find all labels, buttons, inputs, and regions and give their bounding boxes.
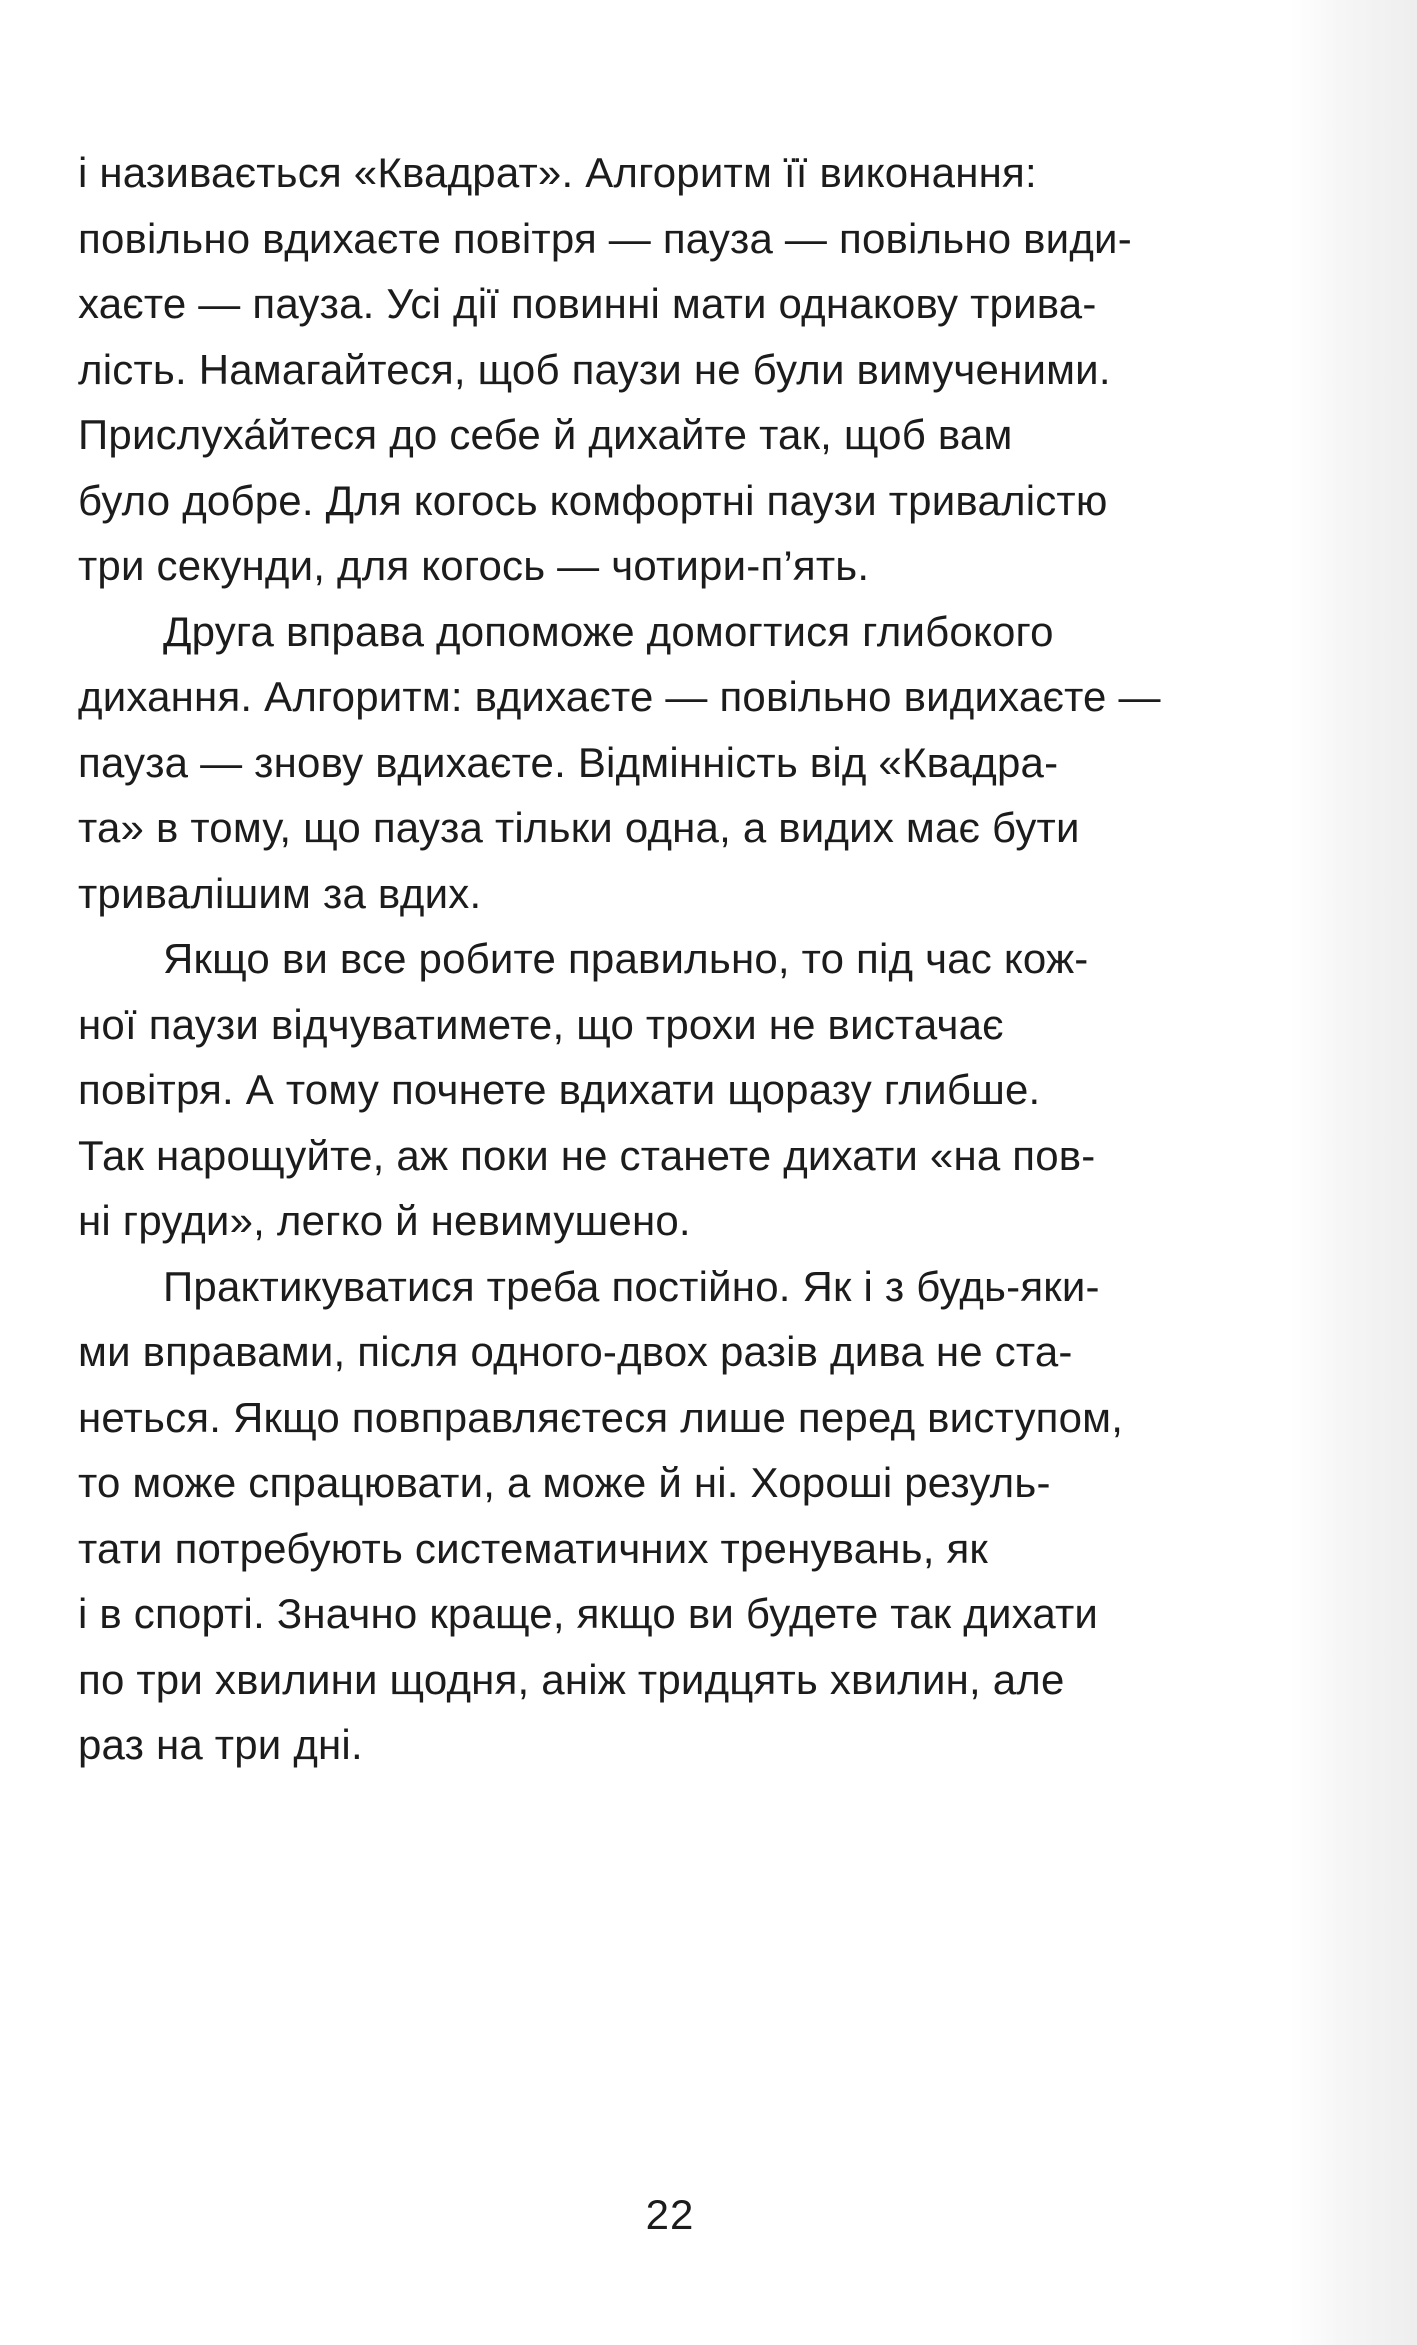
text-line: неться. Якщо повправляєтеся лише перед виступом, — [78, 1393, 1124, 1441]
text-line: хаєте — пауза. Усі дії повинні мати однакову трива- — [78, 280, 1097, 327]
text-line: і в спорті. Значно краще, якщо ви будете так дихати — [78, 1590, 1099, 1637]
text-line: пауза — знову вдихаєте. Відмінність від «Квадра- — [78, 738, 1059, 786]
text-line: ні груди», легко й невимушено. — [78, 1197, 691, 1244]
text-line: Прислуха́йтеся до себе й дихайте так, щоб вам — [78, 411, 1013, 458]
text-line: по три хвилини щодня, аніж тридцять хвилин, але — [78, 1655, 1065, 1703]
text-line: та» в тому, що пауза тільки одна, а видих має бути — [78, 804, 1080, 851]
page-number: 22 — [645, 2191, 695, 2238]
body-text — [78, 140, 1308, 1778]
text-line: дихання. Алгоритм: вдихаєте — повільно видихаєте — — [78, 673, 1161, 720]
text-line: Так нарощуйте, аж поки не станете дихати «на пов- — [78, 1131, 1096, 1179]
text-line: і називається «Квадрат». Алгоритм її виконання: — [78, 149, 1037, 196]
text-line: повітря. А тому почнете вдихати щоразу глибше. — [78, 1066, 1041, 1113]
text-line: ної паузи відчуватимете, що трохи не вистачає — [78, 1000, 1004, 1048]
text-line: раз на три дні. — [78, 1721, 363, 1768]
text-line: Практикуватися треба постійно. Як і з будь-яки- — [163, 1262, 1100, 1310]
text-line: Якщо ви все робите правильно, то під час кож- — [163, 935, 1089, 982]
text-line: тривалішим за вдих. — [78, 869, 482, 917]
text-line: тати потребують систематичних тренувань, як — [78, 1524, 989, 1572]
text-line: ми вправами, після одного-двох разів дива не ста- — [78, 1328, 1073, 1375]
text-line: лість. Намагайтеся, щоб паузи не були вимученими. — [78, 345, 1111, 393]
text-line: то може спрацювати, а може й ні. Хороші резуль- — [78, 1459, 1051, 1506]
text-line: три секунди, для когось — чотири-п’ять. — [78, 542, 870, 589]
text-line: було добре. Для когось комфортні паузи тривалістю — [78, 476, 1108, 524]
text-line: Друга вправа допоможе домогтися глибокого — [163, 607, 1054, 655]
text-line: повільно вдихаєте повітря — пауза — повільно види- — [78, 214, 1132, 262]
